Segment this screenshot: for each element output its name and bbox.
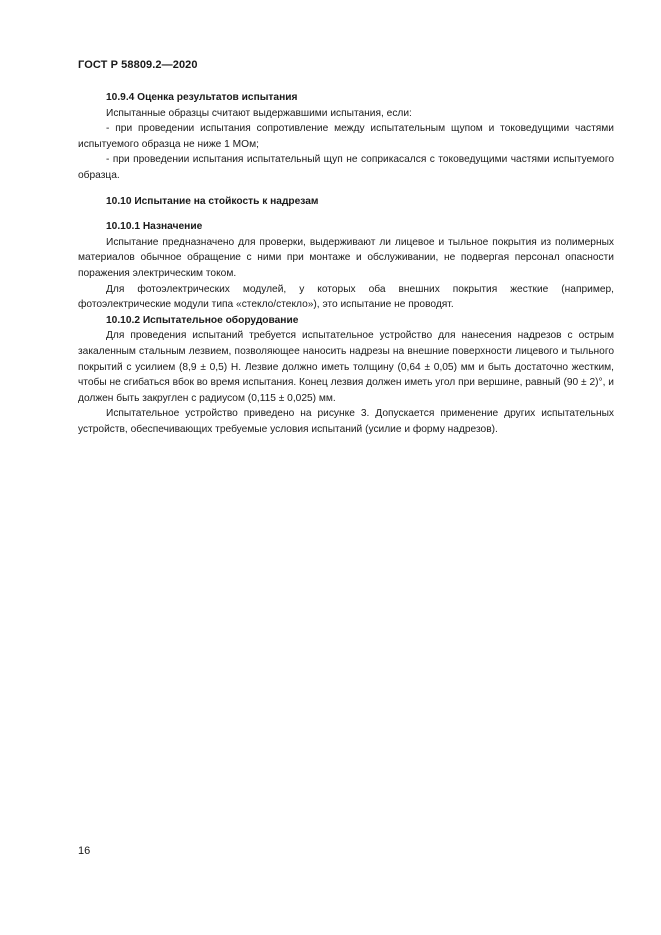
document-header: ГОСТ Р 58809.2—2020 <box>78 59 198 71</box>
page-number: 16 <box>78 845 91 857</box>
document-body <box>78 90 614 437</box>
section-heading-10-10: 10.10 Испытание на стойкость к надрезам <box>106 195 319 207</box>
paragraph: Испытанные образцы считают выдержавшими испытания, если: <box>106 107 412 119</box>
section-heading-10-9-4: 10.9.4 Оценка результатов испытания <box>106 92 298 103</box>
paragraph: Для фотоэлектрических модулей, у которых оба внешних покрытия жесткие (например, фотоэлектрические модули типа «стекло/стекло»), это испытание не проводят. <box>78 283 614 311</box>
paragraph: Для проведения испытаний требуется испытательное устройство для нанесения надрезов с острым закаленным стальным лезвием, позволяющее наносить надрезы на внешние поверхности лицевого и тыльного покрытий с усилием (8,9 ± 0,5) Н. Лезвие должно иметь толщину (0,64 ± 0,05) мм и быть достаточно жестким, чтобы не сгибаться вбок во время испытания. Конец лезвия должен иметь угол при вершине, равный (90 ± 2)°, и должен быть закруглен с радиусом (0,115 ± 0,025) мм. <box>78 330 614 404</box>
list-item: - при проведении испытания испытательный щуп не соприкасался с токоведущими частями испытуемого образца. <box>78 154 614 181</box>
paragraph: Испытательное устройство приведено на рисунке 3. Допускается применение других испытательных устройств, обеспечивающих требуемые условия испытаний (усилие и форму надрезов). <box>78 408 614 435</box>
section-heading-10-10-1: 10.10.1 Назначение <box>106 221 203 233</box>
paragraph: Испытание предназначено для проверки, выдерживают ли лицевое и тыльное покрытия из полимерных материалов обычное обращение с ними при монтаже и обслуживании, не подвергая персонал опасности поражения электрическим током. <box>78 236 614 279</box>
list-item: - при проведении испытания сопротивление между испытательным щупом и токоведущими частями испытуемого образца не ниже 1 МОм; <box>78 123 614 150</box>
section-heading-10-10-2: 10.10.2 Испытательное оборудование <box>106 314 299 326</box>
